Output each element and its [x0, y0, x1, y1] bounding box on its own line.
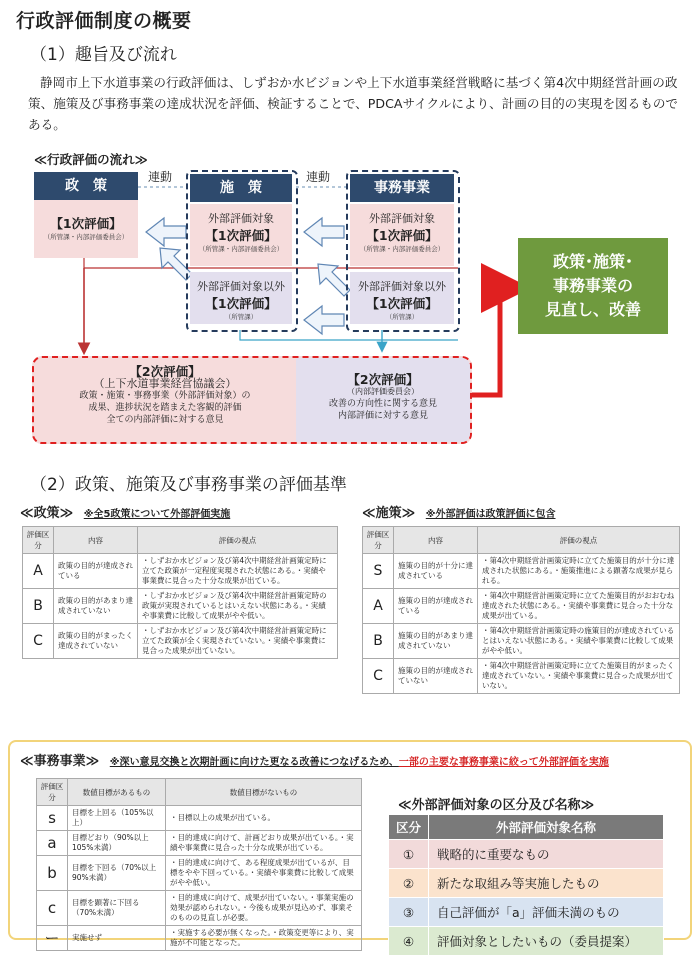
project-header: 事務事業 [350, 174, 454, 202]
project-nonext-label: 外部評価対象以外 [358, 280, 446, 293]
policy-eval-label: 【1次評価】 [50, 216, 122, 231]
hollow-arrow-left-1 [146, 218, 186, 246]
second-eval-council-line2: 成果、進捗状況を踏まえた客観的評価 [88, 403, 242, 413]
category-col-name: 外部評価対象名称 [429, 815, 664, 840]
measure-nonext-org: （所管課） [224, 313, 258, 321]
measure-nonext-eval-label: 【1次評価】 [205, 296, 277, 311]
grade-cell: A [23, 554, 54, 589]
category-name: 自己評価が「a」評価未満のもの [429, 898, 664, 927]
intro-text: 静岡市上下水道事業の行政評価は、しずおか水ビジョンや上下水道事業経営戦略に基づく第4次中期経営計画の政策、施策及び事務事業の達成状況を評価、検証することで、PDCAサイクルにより、計画の目的の実現を図るものである。 [28, 75, 679, 132]
viewpoint-cell: ・しずおか水ビジョン及び第4次中期経営計画策定時に立てた政策が全く実現されていない。・実績や事業費に見合った成果が出ていない。 [138, 624, 338, 659]
table-row [23, 589, 338, 624]
table-row [23, 624, 338, 659]
content-cell: 施策の目的があまり達成されていない [394, 624, 478, 659]
second-eval-council-line3: 全ての内部評価に対する意見 [106, 415, 224, 425]
measure-ext-label: 外部評価対象 [208, 212, 274, 225]
category-row [389, 898, 664, 927]
project-table-note-b: 一部の主要な事務事業に絞って外部評価を実施 [398, 757, 609, 768]
policy-col-view: 評価の視点 [138, 527, 338, 554]
category-row [389, 927, 664, 956]
content-cell: 政策の目的がまったく達成されていない [54, 624, 138, 659]
category-number: ④ [389, 927, 429, 956]
project-ext-eval-label: 【1次評価】 [366, 228, 438, 243]
second-eval-internal-org: （内部評価委員会） [347, 387, 419, 396]
content-cell: 実施せず [68, 926, 166, 951]
category-table [388, 814, 664, 956]
project-table-title: ≪事務事業≫ [20, 754, 100, 769]
project-col-grade: 評価区分 [37, 779, 68, 806]
measure-ext-eval-label: 【1次評価】 [205, 228, 277, 243]
category-name: 戦略的に重要なもの [429, 840, 664, 869]
measure-table-title: ≪施策≫ [362, 506, 416, 521]
viewpoint-cell: ・しずおか水ビジョン及び第4次中期経営計画策定時に立てた政策が一定程度実現された状態にある。・実績や事業費に見合った十分な成果が出ている。 [138, 554, 338, 589]
grade-cell: C [23, 624, 54, 659]
table-row [363, 624, 680, 659]
measure-col-view: 評価の視点 [478, 527, 680, 554]
viewpoint-cell: ・第4次中期経営計画策定時に立てた施策目的がおおむね達成された状態にある。・実績や事業費に見合った十分な成果が出ている。 [478, 589, 680, 624]
measure-table-note: ※外部評価は政策評価に包含 [425, 509, 556, 520]
project-ext-label: 外部評価対象 [369, 212, 435, 225]
content-cell: 目標を顕著に下回る（70%未満） [68, 891, 166, 926]
link-label-1: 連動 [148, 170, 173, 184]
measure-ext-eval [190, 204, 292, 266]
policy-criteria-table [22, 526, 338, 659]
category-row [389, 840, 664, 869]
category-number: ③ [389, 898, 429, 927]
hollow-arrow-left-3 [304, 306, 344, 334]
viewpoint-cell: ・目的達成に向けて、計画どおり成果が出ている。・実績や事業費に見合った十分な成果が出ている。 [166, 831, 362, 856]
policy-table-note: ※全5政策について外部評価実施 [83, 509, 231, 520]
second-eval-council-label: 【2次評価】 [129, 364, 201, 379]
measure-table-heading [362, 502, 556, 521]
category-name: 評価対象としたいもの（委員提案） [429, 927, 664, 956]
viewpoint-cell: ・第4次中期経営計画策定時に立てた施策目的がまったく達成されていない。・実績や事業費に見合った成果が出ていない。 [478, 659, 680, 694]
viewpoint-cell: ・第4次中期経営計画策定時の施策目的が達成されているとはいえない状態にある。・実績や事業費に比較して成果がやや低い。 [478, 624, 680, 659]
second-eval-internal-label: 【2次評価】 [347, 372, 419, 387]
second-eval-council-line1: 政策・施策・事務事業（外部評価対象）の [79, 391, 251, 401]
policy-col-grade: 評価区分 [23, 527, 54, 554]
viewpoint-cell: ・実施する必要が無くなった。・政策変更等により、実施が不可能となった。 [166, 926, 362, 951]
project-nonext-eval [350, 272, 454, 324]
result-arrow [472, 288, 516, 395]
project-ext-eval [350, 204, 454, 266]
section2-heading: （2）政策、施策及び事務事業の評価基準 [30, 475, 347, 495]
table-row [363, 659, 680, 694]
second-eval-internal-line1: 改善の方向性に関する意見 [328, 399, 437, 409]
result-box [518, 238, 668, 334]
category-number: ② [389, 869, 429, 898]
category-name: 新たな取組み等実施したもの [429, 869, 664, 898]
content-cell: 政策の目的があまり達成されていない [54, 589, 138, 624]
policy-eval-org: （所管課・内部評価委員会） [43, 233, 129, 241]
grade-cell: B [363, 624, 394, 659]
viewpoint-cell: ・目的達成に向けて、ある程度成果が出ているが、目標をやや下回っている。・実績や事業費に比較して成果がやや低い。 [166, 856, 362, 891]
flow-heading: ≪行政評価の流れ≫ [34, 152, 148, 167]
content-cell: 目標どおり（90%以上105%未満） [68, 831, 166, 856]
grade-cell: A [363, 589, 394, 624]
measure-header: 施 策 [190, 174, 292, 202]
grade-cell: a [37, 831, 68, 856]
result-line-3: 見直し、改善 [544, 300, 641, 319]
measure-nonext-label: 外部評価対象以外 [197, 280, 285, 293]
policy-first-eval [34, 200, 138, 258]
second-eval-council [34, 358, 296, 442]
section1-heading: （1）趣旨及び流れ [30, 45, 177, 65]
measure-nonext-eval [190, 272, 292, 324]
grade-cell: b [37, 856, 68, 891]
second-eval-council-org: （上下水道事業経営協議会） [93, 377, 237, 390]
policy-col-content: 内容 [54, 527, 138, 554]
category-number: ① [389, 840, 429, 869]
category-col-number: 区分 [389, 815, 429, 840]
hollow-arrow-left-2 [304, 218, 344, 246]
table-row [37, 806, 362, 831]
measure-criteria-table [362, 526, 680, 694]
policy-table-title: ≪政策≫ [20, 506, 74, 521]
category-row [389, 869, 664, 898]
project-criteria-table [36, 778, 362, 951]
category-table-heading: ≪外部評価対象の区分及び名称≫ [398, 798, 595, 813]
table-row [37, 831, 362, 856]
viewpoint-cell: ・しずおか水ビジョン及び第4次中期経営計画策定時の政策が実現されているとはいえない状態にある。・実績や事業費に比較して成果がやや低い。 [138, 589, 338, 624]
project-col-numeric: 数値目標があるもの [68, 779, 166, 806]
measure-col-content: 内容 [394, 527, 478, 554]
policy-table-heading [20, 502, 230, 521]
measure-ext-org: （所管課・内部評価委員会） [198, 245, 284, 253]
second-eval-group [32, 356, 472, 444]
project-col-nonnumeric: 数値目標がないもの [166, 779, 362, 806]
content-cell: 目標を下回る（70%以上90%未満） [68, 856, 166, 891]
result-line-1: 政策･施策･ [552, 252, 633, 271]
measure-col-grade: 評価区分 [363, 527, 394, 554]
content-cell: 施策の目的が達成されていない [394, 659, 478, 694]
content-cell: 政策の目的が達成されている [54, 554, 138, 589]
content-cell: 目標を上回る（105%以上） [68, 806, 166, 831]
grade-cell: B [23, 589, 54, 624]
link-label-2: 連動 [306, 170, 331, 184]
project-ext-org: （所管課・内部評価委員会） [359, 245, 445, 253]
second-eval-internal-line2: 内部評価に対する意見 [337, 411, 428, 421]
table-row [23, 554, 338, 589]
grade-cell: ー [37, 926, 68, 951]
table-row [363, 589, 680, 624]
viewpoint-cell: ・第4次中期経営計画策定時に立てた施策目的が十分に達成された状態にある。・施策推進による顕著な成果が見られる。 [478, 554, 680, 589]
grade-cell: c [37, 891, 68, 926]
content-cell: 施策の目的が十分に達成されている [394, 554, 478, 589]
grade-cell: s [37, 806, 68, 831]
result-line-2: 事務事業の [552, 276, 633, 295]
viewpoint-cell: ・目標以上の成果が出ている。 [166, 806, 362, 831]
grade-cell: S [363, 554, 394, 589]
viewpoint-cell: ・目的達成に向けて、成果が出ていない。・事業実施の効果が認められない。・今後も成果が見込めず、事業そのものの見直しが必要。 [166, 891, 362, 926]
grade-cell: C [363, 659, 394, 694]
table-row [37, 926, 362, 951]
content-cell: 施策の目的が達成されている [394, 589, 478, 624]
project-table-note-a: ※深い意見交換と次期計画に向けた更なる改善につなげるため、 [109, 757, 399, 768]
project-nonext-org: （所管課） [385, 313, 419, 321]
page-title: 行政評価制度の概要 [16, 10, 192, 32]
table-row [363, 554, 680, 589]
table-row [37, 891, 362, 926]
project-table-heading [20, 750, 609, 769]
second-eval-internal [296, 358, 470, 442]
project-nonext-eval-label: 【1次評価】 [366, 296, 438, 311]
policy-header: 政 策 [34, 172, 138, 200]
table-row [37, 856, 362, 891]
